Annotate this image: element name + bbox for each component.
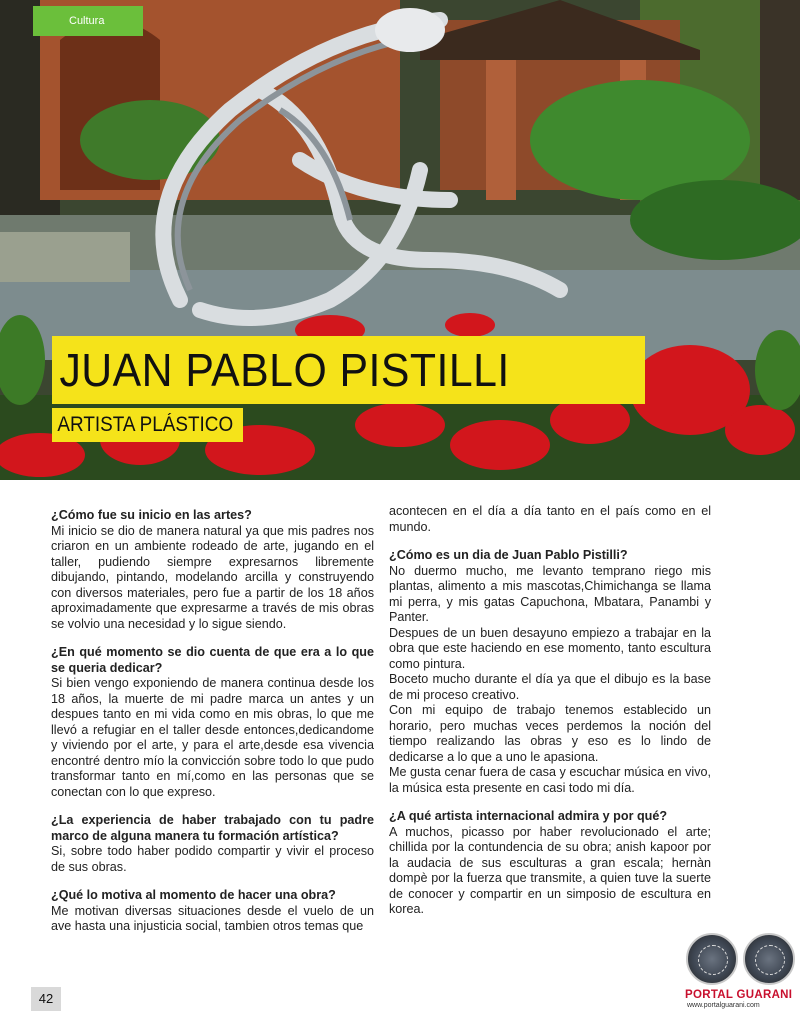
page-number: 42	[31, 987, 61, 1011]
seal-icon	[743, 933, 795, 985]
page-title: JUAN PABLO PISTILLI	[59, 344, 510, 396]
title-banner	[52, 336, 645, 404]
interview-question: ¿La experiencia de haber trabajado con tu padre marco de alguna manera tu formación artística?	[51, 813, 374, 843]
interview-answer: Si, sobre todo haber podido compartir y vivir el proceso de sus obras.	[51, 844, 374, 874]
interview-answer: Me motivan diversas situaciones desde el vuelo de un ave hasta una injusticia social, tambien otros temas que	[51, 903, 374, 933]
article-right-column	[389, 504, 711, 918]
hero-photo	[0, 0, 800, 480]
brand-url: www.portalguarani.com	[687, 1002, 760, 1009]
interview-answer: A muchos, picasso por haber revolucionado el arte; chillida por la contundencia de su obra; anish kapoor por la audacia de sus esculturas a gran escala; hernàn dompè por la fuerza que transmite, a quien tuve la suerte de conocer y compartir en un simposio de escultura en korea.	[389, 824, 711, 916]
brand-name: PORTAL GUARANI	[685, 989, 793, 1001]
interview-question: ¿Qué lo motiva al momento de hacer una obra?	[51, 888, 336, 902]
interview-question: ¿A qué artista internacional admira y por qué?	[389, 809, 668, 823]
subtitle-banner	[52, 408, 243, 442]
interview-answer: Boceto mucho durante el día ya que el dibujo es la base de mi proceso creativo.	[389, 672, 711, 702]
portal-guarani-logo	[683, 930, 800, 1013]
interview-answer: Despues de un buen desayuno empiezo a trabajar en la obra que este haciendo en ese momento, tanto escultura como pintura.	[389, 625, 711, 671]
interview-question: ¿Cómo fue su inicio en las artes?	[51, 508, 252, 522]
section-tag	[33, 6, 143, 36]
interview-answer: Mi inicio se dio de manera natural ya que mis padres nos criaron en un ambiente rodeado de arte, jugando en el taller, pudiendo siempre expresarnos libremente dibujando, pintando, modelando arcilla y construyendo con diversos materiales, pero fue a partir de los 18 años aproximadamente que expresarme a través de mis obras se volvio una necesidad y lo sigue siendo.	[51, 523, 374, 631]
interview-answer: No duermo mucho, me levanto temprano riego mis plantas, alimento a mis mascotas,Chimichanga se llama mi perra, y mis gatas Capuchona, Mbatara, Panambi y Panter.	[389, 563, 711, 624]
seal-icon	[686, 933, 738, 985]
article-left-column	[51, 508, 374, 935]
interview-answer: Me gusta cenar fuera de casa y escuchar música en vivo, la música esta presente en casi todo mi día.	[389, 765, 711, 795]
interview-answer: Con mi equipo de trabajo tenemos establecido un horario, pero muchas veces perdemos la noción del tiempo realizando las obras y eso es lo lindo de dedicarse a lo que a uno le apasiona.	[389, 703, 711, 764]
interview-answer: Si bien vengo exponiendo de manera continua desde los 18 años, la muerte de mi padre marca un antes y un despues tanto en mi vida como en mis obras, lo que me llevó a refugiar en el taller desde entonces,dedicandome y viviendo por el arte, y para el arte,desde esa vivencia encontré dentro mío la convicción sobre todo lo que pudo transformar tanto en mí,como en las personas que se conectan con lo que expreso.	[51, 676, 374, 799]
section-tag-label: Cultura	[69, 15, 105, 27]
interview-question: ¿En qué momento se dio cuenta de que era a lo que se queria dedicar?	[51, 645, 374, 675]
interview-answer-continuation: acontecen en el día a día tanto en el país como en el mundo.	[389, 504, 711, 534]
interview-question: ¿Cómo es un dia de Juan Pablo Pistilli?	[389, 548, 628, 562]
page-subtitle: ARTISTA PLÁSTICO	[57, 413, 234, 436]
